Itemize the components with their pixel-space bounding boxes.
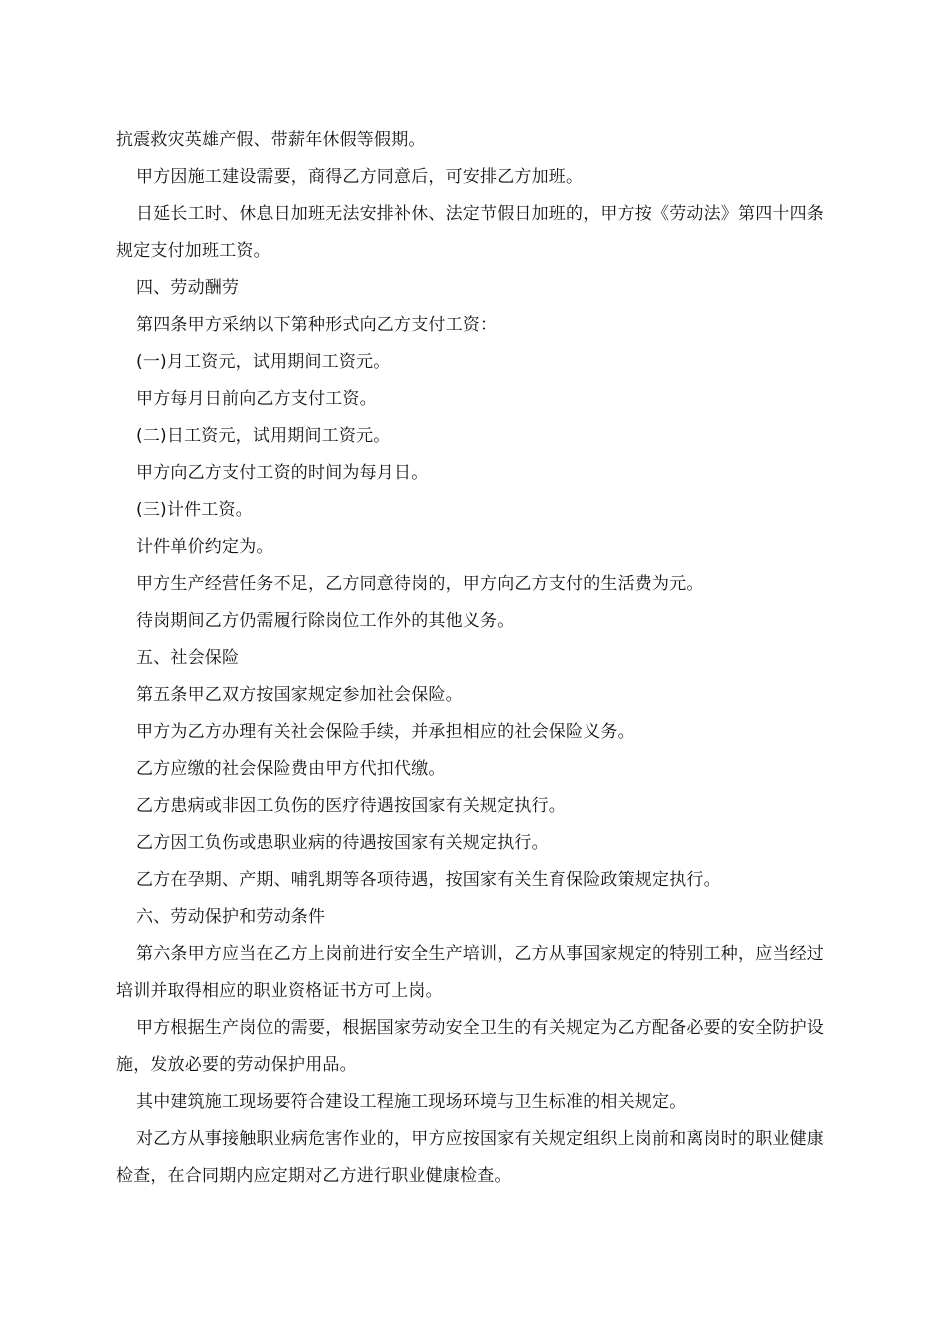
paragraph: 对乙方从事接触职业病危害作业的，甲方应按国家有关规定组织上岗前和离岗时的职业健康检查，在合同期内应定期对乙方进行职业健康检查。 [116,1129,824,1186]
paragraph: 乙方在孕期、产期、哺乳期等各项待遇，按国家有关生育保险政策规定执行。 [136,870,721,890]
paragraph: 甲方向乙方支付工资的时间为每月日。 [136,463,429,483]
paragraph: 甲方因施工建设需要，商得乙方同意后，可安排乙方加班。 [136,167,584,187]
paragraph: 第六条甲方应当在乙方上岗前进行安全生产培训，乙方从事国家规定的特别工种，应当经过培训并取得相应的职业资格证书方可上岗。 [116,944,824,1001]
section-heading: 五、社会保险 [136,648,240,668]
paragraph: (一)月工资元，试用期间工资元。 [136,352,391,372]
section-heading: 六、劳动保护和劳动条件 [136,907,326,927]
paragraph: 甲方每月日前向乙方支付工资。 [136,389,377,409]
paragraph: 甲方根据生产岗位的需要，根据国家劳动安全卫生的有关规定为乙方配备必要的安全防护设施，发放必要的劳动保护用品。 [116,1018,824,1075]
paragraph: 乙方因工负伤或患职业病的待遇按国家有关规定执行。 [136,833,549,853]
paragraph: (二)日工资元，试用期间工资元。 [136,426,391,446]
paragraph: 计件单价约定为。 [136,537,274,557]
document-body [116,122,836,1195]
paragraph: 待岗期间乙方仍需履行除岗位工作外的其他义务。 [136,611,515,631]
paragraph: (三)计件工资。 [136,500,253,520]
paragraph: 日延长工时、休息日加班无法安排补休、法定节假日加班的，甲方按《劳动法》第四十四条规定支付加班工资。 [116,204,824,261]
paragraph: 乙方应缴的社会保险费由甲方代扣代缴。 [136,759,446,779]
paragraph: 第四条甲方采纳以下第种形式向乙方支付工资： [136,315,498,335]
paragraph: 甲方为乙方办理有关社会保险手续，并承担相应的社会保险义务。 [136,722,635,742]
paragraph: 乙方患病或非因工负伤的医疗待遇按国家有关规定执行。 [136,796,566,816]
section-heading: 四、劳动酬劳 [136,278,240,298]
paragraph: 抗震救灾英雄产假、带薪年休假等假期。 [116,130,426,150]
paragraph: 其中建筑施工现场要符合建设工程施工现场环境与卫生标准的相关规定。 [136,1092,687,1112]
paragraph: 甲方生产经营任务不足，乙方同意待岗的，甲方向乙方支付的生活费为元。 [136,574,704,594]
paragraph: 第五条甲乙双方按国家规定参加社会保险。 [136,685,463,705]
